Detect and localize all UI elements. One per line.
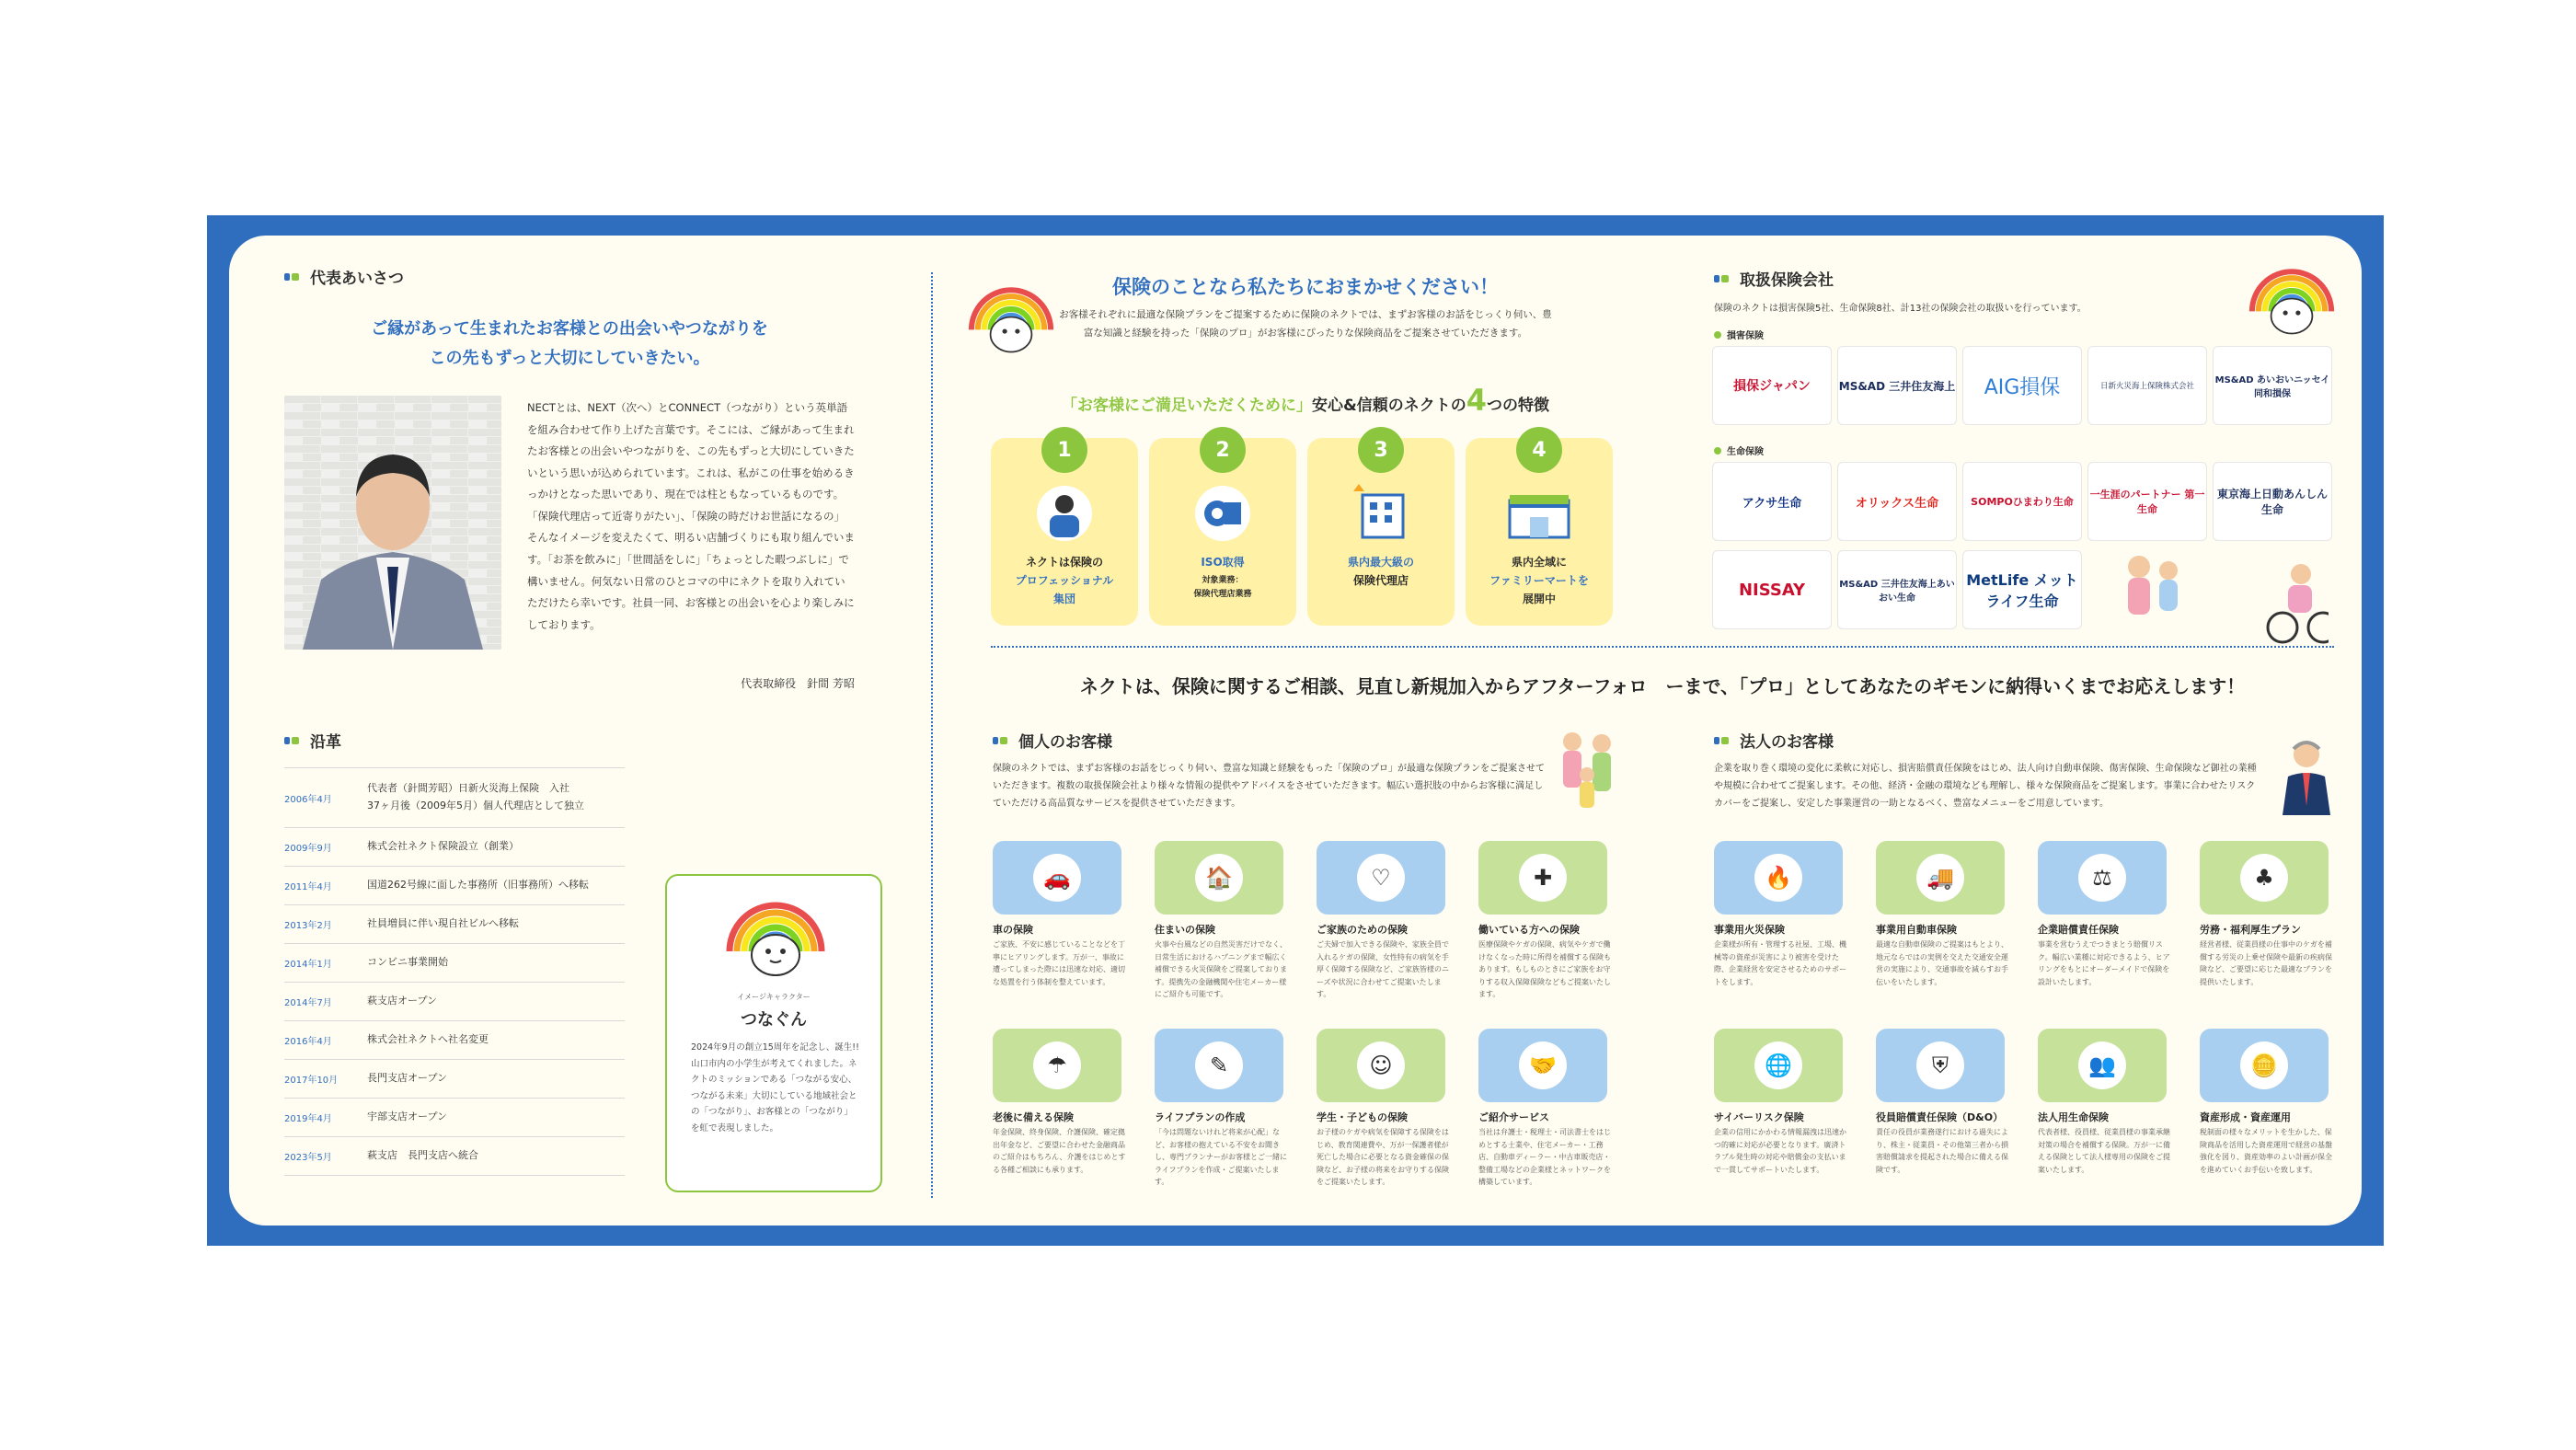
service-desc: 企業様が所有・管理する社屋、工場、機械等の資産が災害により被害を受けた際、企業経営を安定させるためのサポートをします。 xyxy=(1714,940,1846,986)
history-year: 2013年2月 xyxy=(284,921,332,931)
history-row xyxy=(284,1137,625,1176)
feature-line: 保険代理店 xyxy=(1352,573,1409,587)
service-desc: 責任の役員が業務遂行における過失により、株主・従業員・その他第三者から損害賠償請求を提起された場合に備える保険です。 xyxy=(1876,1128,2008,1174)
greeting-signature: 代表取締役 針間 芳昭 xyxy=(741,677,855,690)
service-icon-box xyxy=(1317,841,1445,915)
personal-heading-text: 個人のお客様 xyxy=(1018,733,1112,752)
handshake-icon: 🤝 xyxy=(1519,1041,1567,1089)
shield-icon: ⛨ xyxy=(1916,1041,1964,1089)
history-event: 代表者（針間芳昭）日新火災海上保険 入社 37ヶ月後（2009年5月）個人代理店として独立 xyxy=(367,782,584,811)
column-divider xyxy=(931,272,933,1198)
partner-logo: MS&AD あいおいニッセイ同和損保 xyxy=(2213,346,2332,425)
center-intro: お客様それぞれに最適な保険プランをご提案するために保険のネクトでは、まずお客様のお話をじっくり伺い、豊富な知識と経験を持った「保険のプロ」がお客様にぴったりな保険商品をご提案させていただきます。 xyxy=(1059,309,1552,339)
service-icon-box xyxy=(1876,841,2005,915)
mascot-name: つなぐん xyxy=(741,1010,807,1030)
professional-icon xyxy=(1033,482,1096,545)
family-illustration-icon xyxy=(2108,548,2329,650)
history-event: 宇部支店オープン xyxy=(367,1111,448,1123)
features-title xyxy=(1011,383,1600,418)
damage-label xyxy=(1714,328,1764,341)
history-row xyxy=(284,828,625,867)
feature-line: ファミリーマートを xyxy=(1489,573,1589,587)
history-year: 2011年4月 xyxy=(284,882,332,892)
store-icon xyxy=(1502,482,1576,545)
feature-sub: 対象業務： 保険代理店業務 xyxy=(1193,576,1252,600)
history-year: 2014年7月 xyxy=(284,998,332,1008)
service-desc: 当社は弁護士・税理士・司法書士をはじめとする士業や、住宅メーカー・工務店、自動車ディーラー・中古車販売店・整備工場などの企業様とネットワークを構築しています。 xyxy=(1478,1128,1611,1187)
feature-card-3 xyxy=(1307,438,1455,626)
feature-text xyxy=(1466,554,1613,608)
feature-number: 3 xyxy=(1358,427,1404,473)
service-icon-box xyxy=(1714,1029,1843,1102)
businessman-icon xyxy=(2277,732,2336,815)
service-icon-box xyxy=(1876,1029,2005,1102)
mascot-text: 2024年9月の創立15周年を記念し、誕生!! 山口市内の小学生が考えてくれました。ネクトのミッションである「つながる安心、つながる未来」大切にしている地域社会との「つながり」、お客様との「つながり」を虹で表現しました。 xyxy=(691,1042,868,1134)
service-title: 車の保険 xyxy=(993,924,1033,936)
service-desc: お子様のケガや病気を保障する保険をはじめ、教育関連費や、万が一保護者様が死亡した場合に必要となる資金確保の保険など、お子様の将来をお守りする保険をご提案いたします。 xyxy=(1317,1128,1449,1187)
plan-icon: ✎ xyxy=(1195,1041,1243,1089)
family-icon xyxy=(1554,723,1627,815)
mascot-caption: イメージキャラクター xyxy=(737,993,811,1001)
corporate-intro: 企業を取り巻く環境の変化に柔軟に対応し、損害賠償責任保険をはじめ、法人向け自動車保険、傷害保険、生命保険など御社の業種や規模に合わせてご提案します。その他、経済・金融の環境なども理解し、様々な保険商品をご提案します。事業に合わせたリスクカバーをご提案し、安定した事業運営の一助となるべく、豊富なメニューをご用意しています。 xyxy=(1714,764,2257,809)
life-label-text: 生命保険 xyxy=(1727,447,1764,457)
service-title: 事業用自動車保険 xyxy=(1876,924,1957,936)
ceo-portrait xyxy=(284,396,501,650)
iso-icon xyxy=(1191,482,1254,545)
feature-line: プロフェッショナル xyxy=(1015,573,1114,587)
history-row xyxy=(284,983,625,1021)
history-row xyxy=(284,1060,625,1099)
history-event: 萩支店 長門支店へ統合 xyxy=(367,1149,478,1162)
feature-number: 1 xyxy=(1041,427,1087,473)
service-desc: 最適な自動車保険のご提案はもとより、地元ならではの実例を交えた交通安全運営の実施により、交通事故を減らすお手伝いをいたします。 xyxy=(1876,940,2008,986)
history-row xyxy=(284,1021,625,1060)
globe-icon: 🌐 xyxy=(1754,1041,1802,1089)
service-icon-box xyxy=(993,841,1121,915)
partner-logo: MetLife メットライフ生命 xyxy=(1962,550,2082,629)
service-icon-box xyxy=(2200,841,2329,915)
partner-logo: 日新火災海上保険株式会社 xyxy=(2087,346,2207,425)
partner-logo: SOMPOひまわり生命 xyxy=(1962,462,2082,541)
feature-number: 4 xyxy=(1516,427,1562,473)
service-icon-box xyxy=(1478,1029,1607,1102)
partners-note: 保険のネクトは損害保険5社、生命保険8社、計13社の保険会社の取扱いを行っています。 xyxy=(1714,304,2087,314)
service-icon-box xyxy=(1155,1029,1283,1102)
feature-line: 県内最大級の xyxy=(1347,556,1414,569)
service-title: 学生・子どもの保険 xyxy=(1317,1111,1408,1123)
feature-line: 集団 xyxy=(1052,592,1075,605)
greeting-heading-text: 代表あいさつ xyxy=(310,270,404,288)
service-icon-box xyxy=(2200,1029,2329,1102)
medical-icon: ✚ xyxy=(1519,854,1567,902)
service-title: 働いている方への保険 xyxy=(1478,924,1580,936)
partner-logo: AIG損保 xyxy=(1962,346,2082,425)
service-title: ライフプランの作成 xyxy=(1155,1111,1246,1123)
history-year: 2019年4月 xyxy=(284,1114,332,1124)
service-title: ご家族のための保険 xyxy=(1317,924,1408,936)
service-title: 法人用生命保険 xyxy=(2038,1111,2109,1123)
child-icon: ☺ xyxy=(1357,1041,1405,1089)
service-icon-box xyxy=(1714,841,1843,915)
banner-text: ネクトは、保険に関するご相談、見直し新規加入からアフターフォロ ーまで、「プロ」としてあなたのギモンに納得いくまでお応えします！ xyxy=(1079,675,2246,697)
service-icon-box xyxy=(1478,841,1607,915)
service-desc: 「今は問題ないけれど将来が心配」など、お客様の抱えている不安をお聞きし、専門プランナーがお客様とご一緒にライフプランを作成・ご提案いたします。 xyxy=(1155,1128,1287,1187)
partner-logo: 損保ジャパン xyxy=(1712,346,1832,425)
features-title-c: つの特徴 xyxy=(1487,397,1550,415)
mascot-card xyxy=(665,874,882,1192)
feature-line: ISO取得 xyxy=(1201,556,1245,569)
service-desc: 税制面の様々なメリットを生かした、保険商品を活用した資産運用で経営の基盤強化を図り、資産効率のよい計画が保全を進めていくお手伝いを致します。 xyxy=(2200,1128,2332,1174)
corporate-heading xyxy=(1714,729,1834,752)
history-event: 国道262号線に面した事務所（旧事務所）へ移転 xyxy=(367,879,589,892)
partner-logo: 東京海上日動あんしん生命 xyxy=(2213,462,2332,541)
history-year: 2009年9月 xyxy=(284,844,332,854)
history-row xyxy=(284,1099,625,1137)
building-icon xyxy=(1344,482,1418,545)
heading-mark-icon xyxy=(1714,737,1729,744)
service-desc: 火事や台風などの自然災害だけでなく、日常生活におけるハプニングまで幅広く補償できる火災保険をご提案しております。提携先の金融機関や住宅メーカー様にご紹介も可能です。 xyxy=(1155,940,1287,999)
feature-line: ネクトは保険の xyxy=(1025,556,1103,569)
truck-icon: 🚚 xyxy=(1916,854,1964,902)
history-year: 2023年5月 xyxy=(284,1153,332,1163)
history-row xyxy=(284,767,625,828)
heading-mark-icon xyxy=(993,737,1007,744)
features-title-a: 「お客様にご満足いただくために」 xyxy=(1061,397,1312,415)
center-title: 保険のことなら私たちにおまかせください！ xyxy=(1112,276,1499,298)
history-table xyxy=(284,767,625,1191)
history-year: 2016年4月 xyxy=(284,1037,332,1047)
service-icon-box xyxy=(2038,841,2167,915)
partner-logo: MS&AD 三井住友海上あいおい生命 xyxy=(1837,550,1957,629)
feature-card-4 xyxy=(1466,438,1613,626)
service-desc: 年金保険、終身保険、介護保険、確定拠出年金など、ご要望に合わせた金融商品のご紹介はもちろん、介護をはじめとする各種ご相談にも承ります。 xyxy=(993,1128,1126,1174)
history-year: 2014年1月 xyxy=(284,960,332,970)
service-desc: ご夫婦で加入できる保険や、家族全員で入れるケガの保険、女性特有の病気を手厚く保障する保険など、ご家族皆様のニーズや状況に合わせてご提案いたします。 xyxy=(1317,940,1449,999)
mascot-rainbow-icon xyxy=(722,896,829,979)
heading-mark-icon xyxy=(284,737,299,744)
partner-logo: オリックス生命 xyxy=(1837,462,1957,541)
fire-icon: 🔥 xyxy=(1754,854,1802,902)
feature-card-1 xyxy=(991,438,1138,626)
partner-logo: 一生涯のパートナー 第一生命 xyxy=(2087,462,2207,541)
group-icon: 👥 xyxy=(2078,1041,2126,1089)
history-year: 2017年10月 xyxy=(284,1076,339,1086)
features-num: 4 xyxy=(1466,383,1488,418)
history-heading-text: 沿革 xyxy=(310,733,341,752)
history-row xyxy=(284,944,625,983)
damage-label-text: 損害保険 xyxy=(1727,331,1764,341)
partners-heading xyxy=(1714,267,1834,290)
history-event: 株式会社ネクトへ社名変更 xyxy=(367,1033,489,1046)
service-icon-box xyxy=(1155,841,1283,915)
history-event: 長門支店オープン xyxy=(367,1072,448,1085)
brochure-inner xyxy=(229,236,2362,1226)
service-title: 労務・福利厚生プラン xyxy=(2200,924,2301,936)
service-title: サイバーリスク保険 xyxy=(1714,1111,1804,1123)
history-year: 2006年4月 xyxy=(284,794,332,805)
car-icon: 🚗 xyxy=(1033,854,1081,902)
gavel-icon: ⚖ xyxy=(2078,854,2126,902)
service-desc: 事業を営むうえでつきまとう賠償リスク。幅広い業種に対応できるよう、ヒアリングをもとにオーダーメイドで保険を設計いたします。 xyxy=(2038,940,2170,986)
service-desc: 代表者様、役員様、従業員様の事業承継対策の場合を補償する保険。万が一に備える保険として法人様専用の保険をご提案いたします。 xyxy=(2038,1128,2170,1174)
service-desc: 経営者様、従業員様の仕事中のケガを補償する労災の上乗せ保険や最新の疾病保険など、ご要望に応じた最適なプランを提供いたします。 xyxy=(2200,940,2332,986)
personal-heading xyxy=(993,729,1112,752)
mascot-rainbow-icon xyxy=(2246,258,2338,346)
greeting-body: NECTとは、NEXT（次へ）とCONNECT（つながり）という英単語を組み合わせて作り上げた言葉です。そこには、ご縁があって生まれたお客様との出会いやつながりを、この先もずっと大切にしていきたいという思いが込められています。これは、私がこの仕事を始めるきっかけとなった思いであり、現在では柱ともなっているものです。「保険代理店って近寄りがたい」、「保険の時だけお世話になるの」そんなイメージを変えたくて、明るい店舗づくりにも取り組んでいます。「お茶を飲みに」「世間話をしに」「ちょっとした暇つぶしに」で構いません。何気ない日常のひとコマの中にネクトを取り入れていただけたら幸いです。社員一同、お客様との出会いを心より楽しみにしております。 xyxy=(527,401,855,631)
service-desc: 企業の信用にかかわる情報漏洩は迅速かつ的確に対応が必要となります。廣済トラブル発生時の対応や賠償金の支払いまで一貫してサポートいたします。 xyxy=(1714,1128,1846,1174)
personal-intro: 保険のネクトでは、まずお客様のお話をじっくり伺い、豊富な知識と経験をもった「保険のプロ」が最適な保険プランをご提案させていただきます。複数の取扱保険会社より様々な情報の提供やアドバイスをさせていただきます。幅広い選択肢の中からお客様に満足していただける高品質なサービスを提供させていただきます。 xyxy=(993,764,1545,809)
service-title: 資産形成・資産運用 xyxy=(2200,1111,2291,1123)
feature-line: 県内全域に xyxy=(1511,556,1567,569)
life-label xyxy=(1714,443,1764,457)
welfare-icon: ♣ xyxy=(2240,854,2288,902)
heading-mark-icon xyxy=(1714,275,1729,282)
features-title-b: 安心&信頼のネクトの xyxy=(1311,397,1466,415)
heading-mark-icon xyxy=(284,273,299,281)
feature-card-2 xyxy=(1149,438,1296,626)
service-title: 役員賠償責任保険（D&O） xyxy=(1876,1111,2004,1123)
service-icon-box xyxy=(2038,1029,2167,1102)
partner-logo: アクサ生命 xyxy=(1712,462,1832,541)
service-desc: ご家族、不安に感じていることなどを丁寧にヒアリングします。万が一、事故に遭ってしまった際には迅速な対応、適切な処置を行う体制を整えています。 xyxy=(993,940,1125,986)
partner-logo: NISSAY xyxy=(1712,550,1832,629)
partner-logo: MS&AD 三井住友海上 xyxy=(1837,346,1957,425)
service-title: 事業用火災保険 xyxy=(1714,924,1785,936)
history-row xyxy=(284,905,625,944)
feature-number: 2 xyxy=(1200,427,1246,473)
feature-line: 展開中 xyxy=(1522,592,1556,605)
section-divider xyxy=(991,646,2334,648)
service-title: ご紹介サービス xyxy=(1478,1111,1549,1123)
history-row xyxy=(284,867,625,905)
service-title: 住まいの保険 xyxy=(1155,924,1215,936)
house-icon: 🏠 xyxy=(1195,854,1243,902)
greeting-lead-line1: ご縁があって生まれたお客様との出会いやつながりを xyxy=(371,319,768,339)
history-event: コンビニ事業開始 xyxy=(367,956,448,969)
greeting-heading xyxy=(284,265,404,288)
history-event: 社員増員に伴い現自社ビルへ移転 xyxy=(367,917,519,930)
bullet-icon xyxy=(1714,331,1721,339)
history-event: 萩支店オープン xyxy=(367,995,438,1007)
corporate-heading-text: 法人のお客様 xyxy=(1740,733,1834,752)
service-icon-box xyxy=(1317,1029,1445,1102)
greeting-lead xyxy=(284,315,855,373)
partners-heading-text: 取扱保険会社 xyxy=(1740,271,1834,290)
service-title: 企業賠償責任保険 xyxy=(2038,924,2119,936)
family-icon: ♡ xyxy=(1357,854,1405,902)
elder-icon: ☂ xyxy=(1033,1041,1081,1089)
coins-icon: 🪙 xyxy=(2240,1041,2288,1089)
greeting-lead-line2: この先もずっと大切にしていきたい。 xyxy=(429,348,710,368)
service-desc: 医療保険やケガの保険、病気やケガで働けなくなった時に所得を補償する保険もあります。もしものときにご家族をお守りする収入保障保険などもご提案いたします。 xyxy=(1478,940,1611,999)
service-icon-box xyxy=(993,1029,1121,1102)
history-heading xyxy=(284,729,341,752)
history-event: 株式会社ネクト保険設立（創業） xyxy=(367,840,519,853)
feature-text xyxy=(991,554,1138,608)
feature-text xyxy=(1307,554,1455,591)
brochure-frame xyxy=(207,215,2384,1246)
bullet-icon xyxy=(1714,447,1721,455)
service-title: 老後に備える保険 xyxy=(993,1111,1074,1123)
